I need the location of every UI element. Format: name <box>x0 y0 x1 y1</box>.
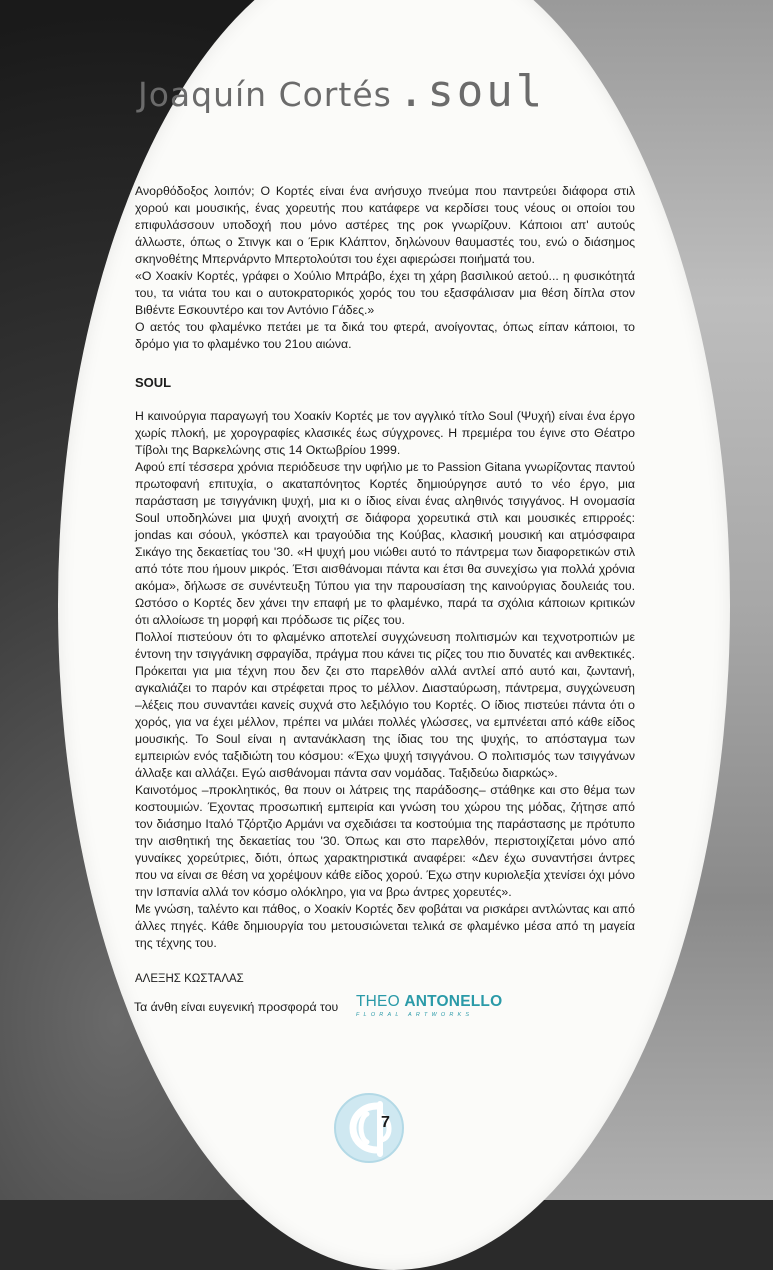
section-heading: SOUL <box>135 375 172 390</box>
author-signature: ΑΛΕΞΗΣ ΚΩΣΤΑΛΑΣ <box>135 973 244 985</box>
paragraph: Η καινούργια παραγωγή του Χοακίν Κορτές με τον αγγλικό τίτλο Soul (Ψυχή) είναι ένα έργο χωρίς πλοκή, με χορογραφίες κλασικές έως σύγχρονες. Η πρεμιέρα του έγινε στο Θέατρο Τίβολι της Βαρκελώνης στις 14 Οκτωβρίου 1999. <box>135 409 635 457</box>
festival-emblem-icon <box>333 1092 405 1164</box>
title-name: Joaquín Cortés <box>138 75 392 114</box>
sponsor-logo <box>356 993 502 1018</box>
paragraph: Ο αετός του φλαμένκο πετάει με τα δικά του φτερά, ανοίγοντας, όπως είπαν κάποιοι, το δρόμο για το φλαμένκο του 21ου αιώνα. <box>135 320 635 351</box>
title-suffix: .soul <box>397 66 546 117</box>
sponsor-tagline: FLORAL ARTWORKS <box>356 1012 474 1018</box>
paragraph: Αφού επί τέσσερα χρόνια περιόδευσε την υφήλιο με το Passion Gitana γνωρίζοντας παντού πρωτοφανή επιτυχία, ο ακαταπόνητος Κορτές δημιούργησε αυτό το νέο έργο, μια παράσταση με τσιγγάνικη ψυχή, μια κι ο ίδιος είναι ένας αληθινός τσιγγάνος. Η ονομασία Soul υποδηλώνει μια ψυχή ανοιχτή σε διάφορα χορευτικά στιλ και μουσικές επιρροές: jondas και σόουλ, γκόσπελ και τραγούδια της Κούβας, κλασική μουσική και ατμόσφαιρα Σικάγο της δεκαετίας του '30. «Η ψυχή μου νιώθει αυτό το πάντρεμα των διαφορετικών στιλ από τότε που ήμουν μικρός. Έτσι αισθάνομαι πάντα και έτσι θα συνεχίσω για πολλά χρόνια ακόμα», δήλωσε σε συνέντευξη Τύπου για την παρουσίαση της καινούργιας δουλειάς του. Ωστόσο ο Κορτές δεν χάνει την επαφή με το φλαμένκο, παρά τα σχόλια κάποιων κριτικών ότι αλλοίωσε τη μορφή και πρόδωσε τις ρίζες του. <box>135 460 635 627</box>
page-number: 7 <box>381 1114 390 1131</box>
credit-text: Τα άνθη είναι ευγενική προσφορά του <box>134 1000 339 1014</box>
page-title <box>138 66 658 116</box>
flowers-credit <box>134 988 654 1028</box>
paragraph: Με γνώση, ταλέντο και πάθος, ο Χοακίν Κορτές δεν φοβάται να ρισκάρει αντλώντας και από άλλες πηγές. Κάθε δημιουργία του μετουσιώνεται τελικά σε φλαμένκο μέσα από τη μαγεία της τέχνης του. <box>135 902 635 950</box>
sponsor-last-name: ANTONELLO <box>404 993 503 1010</box>
paragraph: Καινοτόμος –προκλητικός, θα πουν οι λάτρεις της παράδοσης– στάθηκε και στο θέμα των κοστουμιών. Έχοντας προσωπική εμπειρία και γνώση του χώρου της μόδας, ζήτησε από τον διάσημο Ιταλό Τζόρτζιο Αρμάνι να σχεδιάσει τα κοστούμια της παράστασης με πρότυπο την αισθητική της δεκαετίας του '30. Όπως και στο παρελθόν, περιστοιχίζεται μόνο από γυναίκες χορεύτριες, διότι, όπως χαρακτηριστικά αναφέρει: «Δεν έχω συναντήσει άντρες που να είναι σε θέση να χορέψουν κάθε είδος χορού. Έχω στην κυριολεξία χτενίσει όχι μόνο την Ισπανία αλλά τον κόσμο ολόκληρο, για να βρω άντρες χορευτές». <box>135 783 635 899</box>
sponsor-first-name: THEO <box>356 993 400 1010</box>
paragraph: «Ο Χοακίν Κορτές, γράφει ο Χούλιο Μπράβο, έχει τη χάρη βασιλικού αετού... η φυσικότητά του, τα νιάτα του και ο αυτοκρατορικός χορός του του εξασφάλισαν μια θέση δίπλα στον Βιθέντε Εσκουντέρο και τον Αντόνιο Γάδες.» <box>135 269 635 317</box>
paragraph: Ανορθόδοξος λοιπόν; Ο Κορτές είναι ένα ανήσυχο πνεύμα που παντρεύει διάφορα στιλ χορού και μουσικής, ένας χορευτής που κατάφερε να κερδίσει τους νέους οι οποίοι του επιφυλάσσουν υποδοχή που μόνο αστέρες της ροκ γνωρίζουν. Κάποιοι απ' αυτούς άλλωστε, όπως ο Στινγκ και ο Έρικ Κλάπτον, δηλώνουν θαυμαστές του, ενώ ο διάσημος σκηνοθέτης Μπερνάρντο Μπερτολούτσι του έχει αφιερώσει ποιήματά του. <box>135 184 635 266</box>
paragraph: Πολλοί πιστεύουν ότι το φλαμένκο αποτελεί συγχώνευση πολιτισμών και τεχνοτροπιών με έντονη την τσιγγάνικη σφραγίδα, πράγμα που κάνει τις ρίζες του πιο δυνατές και ανθεκτικές. Πρόκειται για μια τέχνη που δεν ζει στο παρελθόν αλλά αντλεί από αυτό και, ζωντανή, αγκαλιάζει το παρόν και στρέφεται προς το μέλλον. Διασταύρωση, πάντρεμα, συγχώνευση –λέξεις που συναντάει κανείς συχνά στο λεξιλόγιο του Κορτές. Ο ίδιος πιστεύει πάντα ότι ο χορός, για να έχει μέλλον, πρέπει να μιλάει πολλές γλώσσες, να εμπνέεται από κάθε είδος μουσικής. Το Soul είναι η αντανάκλαση της ίδιας του της ψυχής, το απόσταγμα των εμπειριών ενός ταξιδιώτη του κόσμου: «Έχω ψυχή τσιγγάνου. Ο πολιτισμός των τσιγγάνων άλλαξε και αλλάζει. Εγώ αισθάνομαι πάντα σαν νομάδας. Ταξιδεύω διαρκώς». <box>135 630 635 780</box>
article-body <box>135 183 635 988</box>
